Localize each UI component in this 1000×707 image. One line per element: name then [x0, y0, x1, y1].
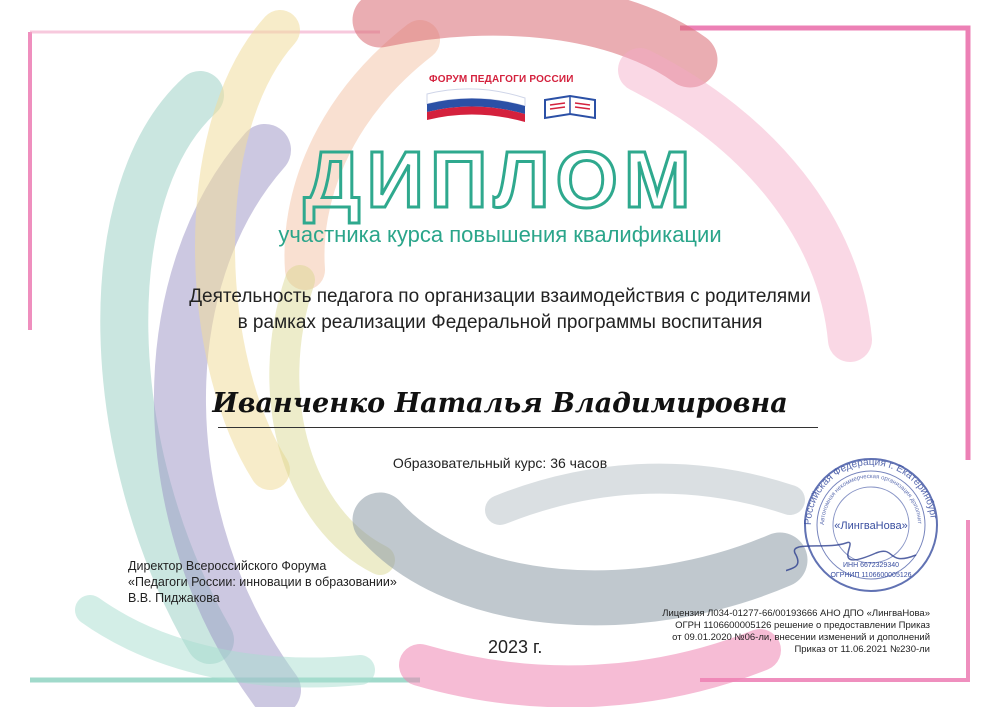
issue-year: 2023 г. — [488, 637, 543, 657]
license-line-1: Лицензия Л034-01277-66/00193666 АНО ДПО «ЛингваНова» — [662, 608, 930, 619]
course-title — [60, 284, 940, 336]
brush-stroke-grey — [500, 479, 790, 510]
seal-ogrn: ОГРНИП 1106600005126 — [830, 572, 912, 579]
course-title-line-2: в рамках реализации Федеральной программы воспитания — [237, 312, 763, 333]
seal-inner-text: Автономная некоммерческая организация дополнит — [819, 473, 923, 526]
director-line-2: «Педагоги России: инновации в образовании» — [128, 575, 397, 589]
diploma-subtitle: участника курса повышения квалификации — [278, 222, 722, 247]
director-line-1: Директор Всероссийского Форума — [128, 559, 327, 573]
director-block — [128, 558, 397, 606]
director-name: В.В. Пиджакова — [128, 591, 220, 605]
seal-center-text: «ЛингваНова» — [834, 520, 908, 532]
brush-stroke-slate — [380, 520, 780, 598]
course-title-line-1: Деятельность педагога по организации взаимодействия с родителями — [189, 286, 811, 307]
license-line-4: Приказ от 11.06.2021 №230-ли — [794, 644, 930, 655]
forum-logo — [425, 72, 615, 130]
license-line-2: ОГРН 1106600005126 решение о предоставлении Приказ — [675, 620, 930, 631]
course-hours: Образовательный курс: 36 часов — [392, 455, 608, 471]
organization-seal — [786, 455, 956, 595]
seal-outer-text: Российская Федерация г. Екатеринбург — [802, 456, 939, 526]
license-line-3: от 09.01.2020 №06-ли, внесении изменений и дополнений — [672, 632, 930, 643]
license-block — [600, 608, 930, 656]
logo-flag-book-icon — [425, 72, 615, 130]
diploma-title: ДИПЛОМ — [303, 135, 697, 224]
logo-text: ФОРУМ ПЕДАГОГИ РОССИИ — [429, 74, 574, 85]
seal-inn: ИНН 6672329340 — [842, 562, 900, 569]
name-underline — [218, 427, 818, 428]
recipient-name: Иванченко Наталья Владимировна — [212, 388, 788, 419]
